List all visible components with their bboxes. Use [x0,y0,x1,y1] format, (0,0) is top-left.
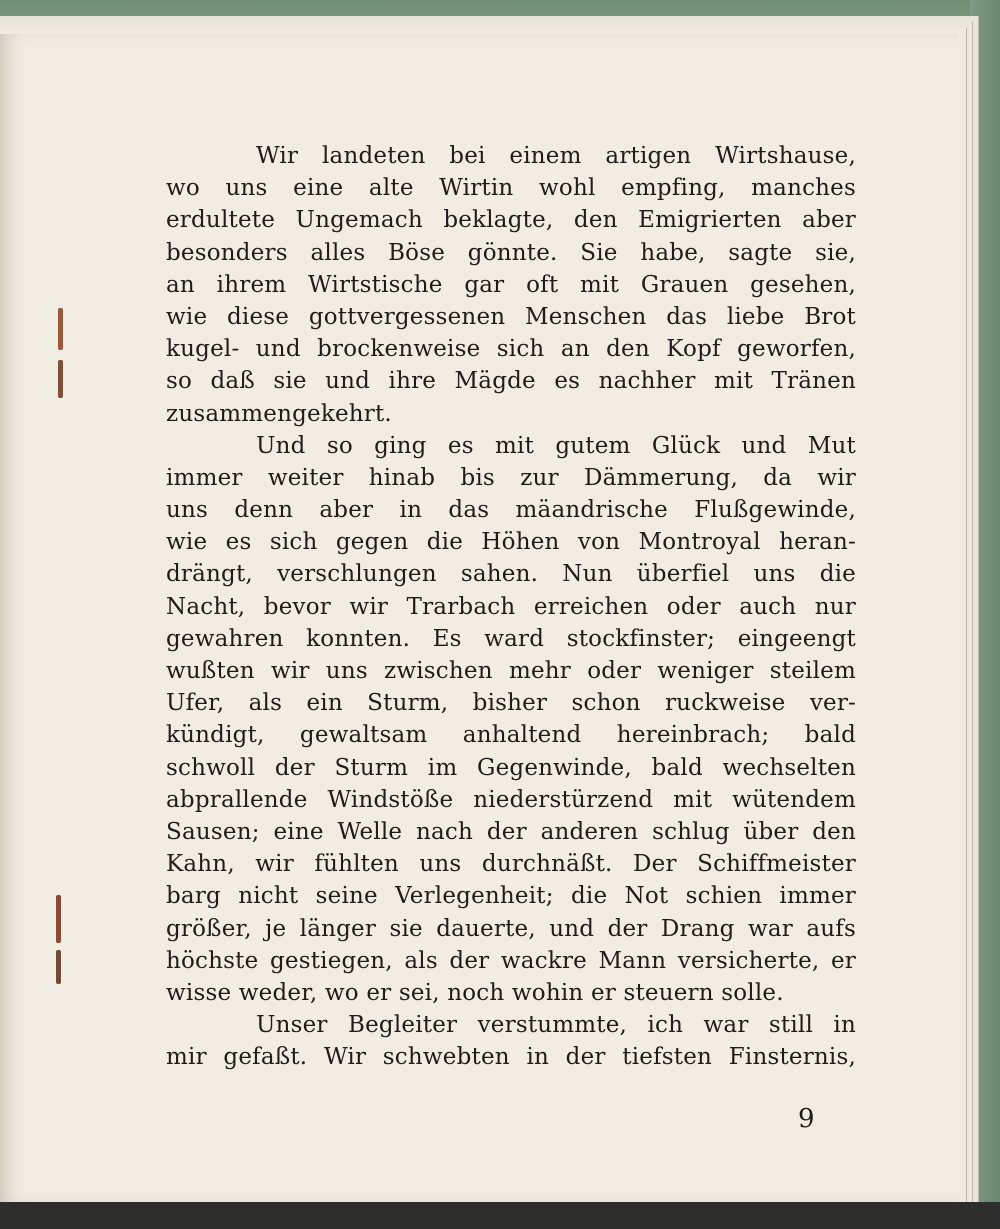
page-number: 9 [798,1104,815,1134]
text-line: so daß sie und ihre Mägde es nachher mit Tränen [166,368,856,395]
binding-stitch [56,950,61,984]
text-line: zusammengekehrt. [166,400,392,427]
text-line: wo uns eine alte Wirtin wohl empfing, manches [166,175,856,202]
text-line: schwoll der Sturm im Gegenwinde, bald wechselten [166,754,856,781]
text-line: kugel- und brockenweise sich an den Kopf geworfen, [166,336,856,363]
text-line: mir gefaßt. Wir schwebten in der tiefsten Finsternis, [166,1044,856,1071]
text-line: an ihrem Wirtstische gar oft mit Grauen gesehen, [166,271,856,298]
text-line: Kahn, wir fühlten uns durchnäßt. Der Schiffmeister [166,851,856,878]
text-line: wie diese gottvergessenen Menschen das liebe Brot [166,303,856,330]
text-line: Nacht, bevor wir Trarbach erreichen oder auch nur [166,593,856,620]
text-line: größer, je länger sie dauerte, und der Drang war aufs [166,915,856,942]
page-body-text [166,140,856,1073]
binding-stitch [58,360,63,398]
text-line: wisse weder, wo er sei, noch wohin er steuern solle. [166,979,784,1006]
text-line: höchste gestiegen, als der wackre Mann versicherte, er [166,947,856,974]
text-line: wußten wir uns zwischen mehr oder weniger steilem [166,658,856,684]
binding-stitch [56,895,61,943]
text-line: abprallende Windstöße niederstürzend mit wütendem [166,786,856,813]
text-line: Sausen; eine Welle nach der anderen schlug über den [166,818,856,845]
binding-stitch [58,308,63,350]
text-line: erdultete Ungemach beklagte, den Emigrierten aber [166,207,856,234]
text-line: drängt, verschlungen sahen. Nun überfiel uns die [166,561,856,588]
text-line: wie es sich gegen die Höhen von Montroyal heran- [166,529,856,556]
book-bottom-edge [0,1202,1000,1229]
text-line: immer weiter hinab bis zur Dämmerung, da wir [166,464,856,491]
text-line: besonders alles Böse gönnte. Sie habe, sagte sie, [166,239,856,266]
text-line: gewahren konnten. Es ward stockfinster; eingeengt [166,625,856,652]
text-line: kündigt, gewaltsam anhaltend hereinbrach; bald [166,722,856,749]
text-line: Und so ging es mit gutem Glück und Mut [256,432,856,459]
text-line: Wir landeten bei einem artigen Wirtshause, [256,143,856,169]
text-line: uns denn aber in das mäandrische Flußgewinde, [166,497,856,524]
text-line: Ufer, als ein Sturm, bisher schon ruckweise ver- [166,690,856,717]
text-line: Unser Begleiter verstummte, ich war still in [256,1012,856,1039]
text-line: barg nicht seine Verlegenheit; die Not schien immer [166,883,856,910]
